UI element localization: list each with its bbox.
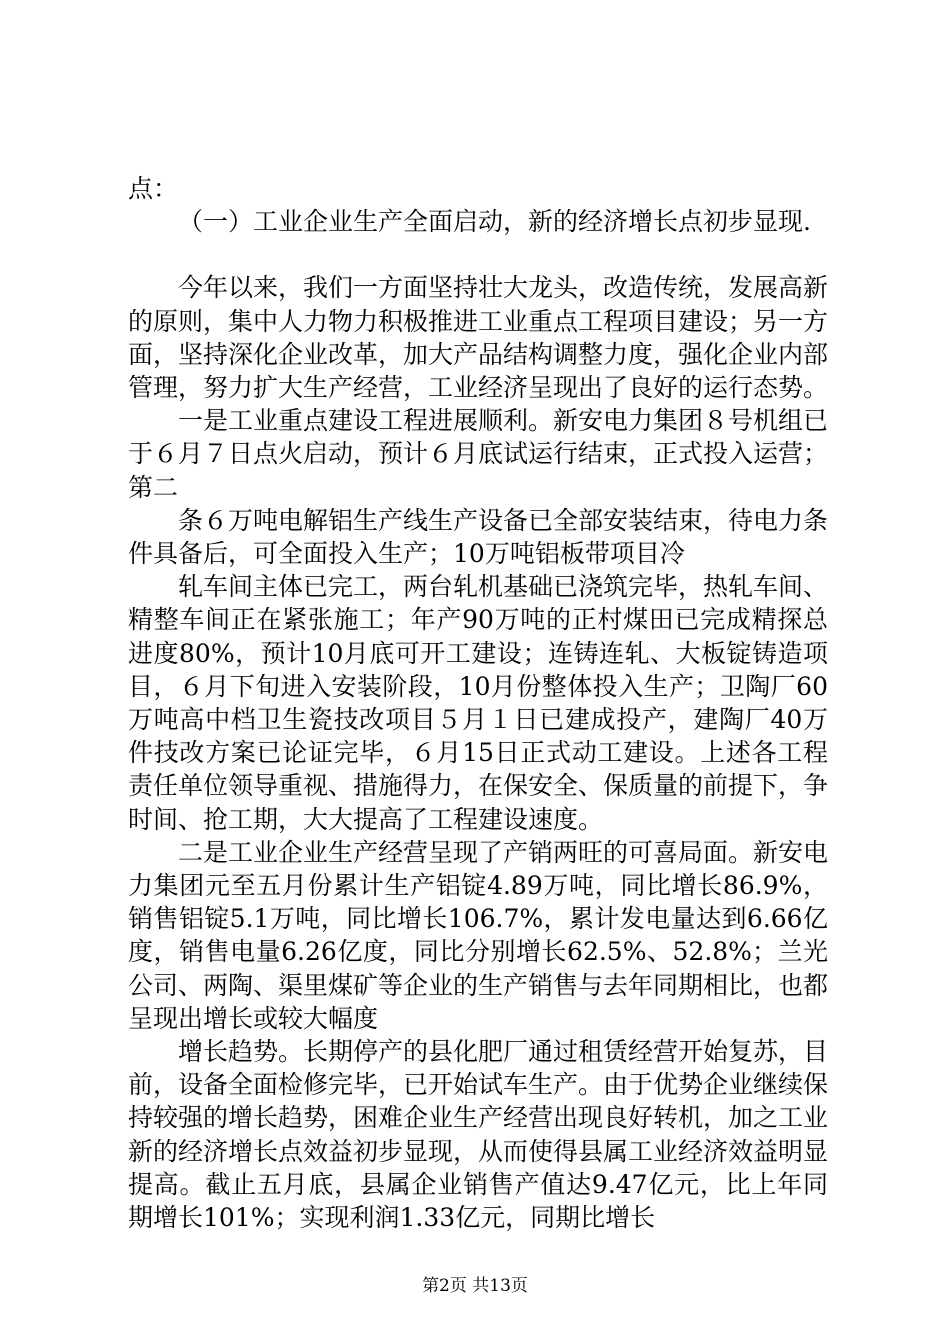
- paragraph-aluminum-line: 条６万吨电解铝生产线生产设备已全部安装结束，待电力条件具备后，可全面投入生产；10万吨铝板带项目冷: [128, 505, 829, 569]
- paragraph-intro: 今年以来，我们一方面坚持壮大龙头，改造传统，发展高新的原则，集中人力物力积极推进工业重点工程项目建设；另一方面，坚持深化企业改革，加大产品结构调整力度，强化企业内部管理，努力扩大生产经营，工业经济呈现出了良好的运行态势。: [128, 273, 829, 403]
- paragraph-rolling-workshop: 轧车间主体已完工，两台轧机基础已浇筑完毕，热轧车间、精整车间正在紧张施工；年产90万吨的正村煤田已完成精探总进度80%，预计10月底可开工建设；连铸连轧、大板锭铸造项目，６月下旬进入安装阶段，10月份整体投入生产；卫陶厂60万吨高中档卫生瓷技改项目５月１日已建成投产，建陶厂40万件技改方案已论证完毕，６月15日正式动工建设。上述各工程责任单位领导重视、措施得力，在保安全、保质量的前提下，争时间、抢工期，大大提高了工程建设速度。: [128, 572, 829, 834]
- page-number-footer: 第2页 共13页: [422, 1276, 528, 1296]
- section-heading-1: （一）工业企业生产全面启动，新的经济增长点初步显现.: [178, 207, 811, 237]
- paragraph-point-one: 一是工业重点建设工程进展顺利。新安电力集团８号机组已于６月７日点火启动，预计６月底试运行结束，正式投入运营；第二: [128, 406, 829, 502]
- paragraph-point-two: 二是工业企业生产经营呈现了产销两旺的可喜局面。新安电力集团元至五月份累计生产铝锭4.89万吨，同比增长86.9%，销售铝锭5.1万吨，同比增长106.7%，累计发电量达到6.66亿度，销售电量6.26亿度，同比分别增长62.5%、52.8%；兰光公司、两陶、渠里煤矿等企业的生产销售与去年同期相比，也都呈现出增长或较大幅度: [128, 837, 829, 1033]
- paragraph-growth-trend: 增长趋势。长期停产的县化肥厂通过租赁经营开始复苏，目前，设备全面检修完毕，已开始试车生产。由于优势企业继续保持较强的增长趋势，困难企业生产经营出现良好转机，加之工业新的经济增长点效益初步显现，从而使得县属工业经济效益明显提高。截止五月底，县属企业销售产值达9.47亿元，比上年同期增长101%；实现利润1.33亿元，同期比增长: [128, 1037, 829, 1233]
- paragraph-fragment-dian: 点：: [128, 174, 179, 203]
- document-body: [128, 172, 828, 1234]
